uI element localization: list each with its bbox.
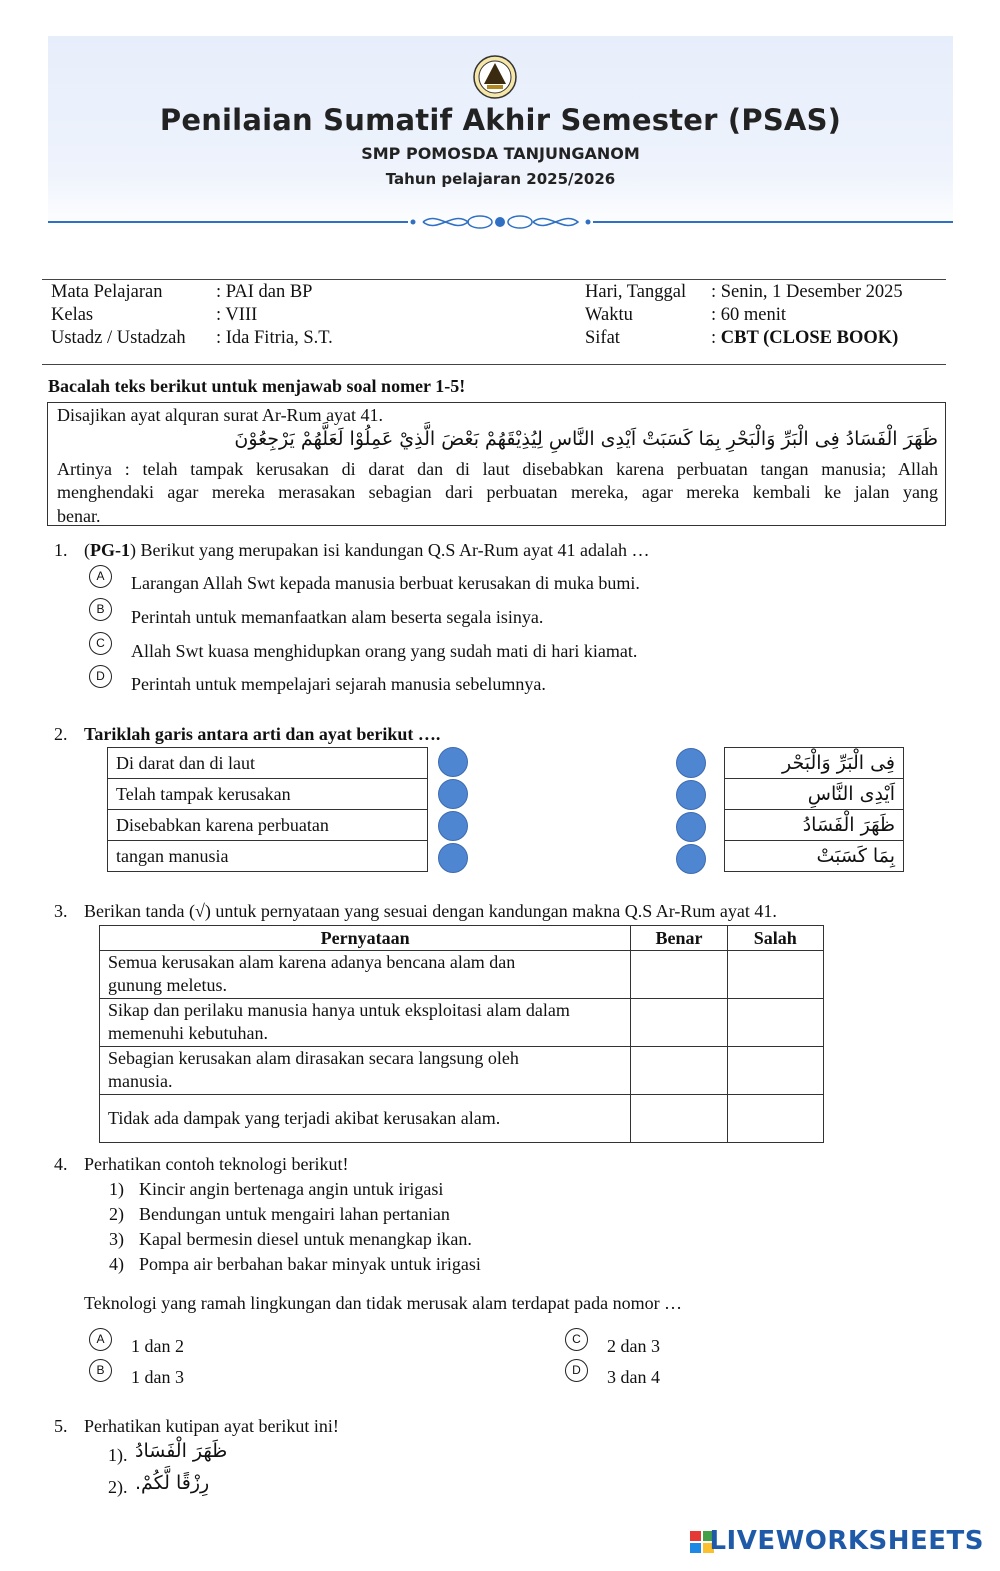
- info-bottom-rule: [42, 364, 946, 365]
- q2-number: 2.: [54, 724, 68, 744]
- q1-tag: PG-1: [90, 540, 130, 560]
- school-name: SMP POMOSDA TANJUNGANOM: [361, 144, 640, 163]
- q2-right-dot-2[interactable]: [676, 780, 706, 810]
- q3-row-3-line1: Sebagian kerusakan alam dirasakan secara langsung oleh: [108, 1048, 519, 1068]
- q4-number: 4.: [54, 1154, 68, 1174]
- q2-right-dot-3[interactable]: [676, 812, 706, 842]
- q4-option-b-radio[interactable]: B: [89, 1359, 112, 1382]
- q5-item-1-arabic: ظَهَرَ الْفَسَادُ: [135, 1440, 228, 1462]
- q2-right-dot-1[interactable]: [676, 748, 706, 778]
- q3-row-1-line2: gunung meletus.: [108, 975, 227, 995]
- q3-row-3-statement: [100, 1047, 631, 1095]
- q3-row-2-line2: memenuhi kebutuhan.: [108, 1023, 268, 1043]
- q4-item-3-text: Kapal bermesin diesel untuk menangkap ikan.: [139, 1229, 472, 1249]
- q4-option-b-text: 1 dan 3: [131, 1367, 184, 1387]
- q1-option-a-text: Larangan Allah Swt kepada manusia berbuat kerusakan di muka bumi.: [131, 573, 640, 593]
- type-label: Sifat: [585, 328, 620, 348]
- academic-year: Tahun pelajaran 2025/2026: [385, 170, 616, 188]
- q4-item-4-number: 4): [109, 1254, 124, 1274]
- q3-header-true: Benar: [631, 926, 727, 951]
- q3-row-4-statement: [100, 1095, 631, 1143]
- q3-number: 3.: [54, 901, 68, 921]
- q2-left-dot-4[interactable]: [438, 843, 468, 873]
- q1-option-c-text: Allah Swt kuasa menghidupkan orang yang sudah mati di hari kiamat.: [131, 641, 638, 661]
- reading-instruction: Bacalah teks berikut untuk menjawab soal nomer 1-5!: [48, 376, 466, 396]
- q3-row-2-line1: Sikap dan perilaku manusia hanya untuk eksploitasi alam dalam: [108, 1000, 570, 1020]
- q3-row-2-false-cell[interactable]: [727, 999, 823, 1047]
- q5-item-1-number: 1).: [108, 1445, 128, 1465]
- subject-label: Mata Pelajaran: [51, 282, 163, 302]
- liveworksheets-brand: LIVEWORKSHEETS: [709, 1526, 984, 1556]
- type-value: CBT (CLOSE BOOK): [720, 328, 899, 348]
- q1-option-b-radio[interactable]: B: [89, 598, 112, 621]
- q1-text: [84, 540, 650, 561]
- q2-meaning-2: Telah tampak kerusakan: [108, 779, 428, 810]
- q2-meaning-table: [107, 747, 428, 872]
- q3-row-3-true-cell[interactable]: [631, 1047, 727, 1095]
- q3-row-4-line1: Tidak ada dampak yang terjadi akibat kerusakan alam.: [108, 1108, 501, 1128]
- q4-item-2-number: 2): [109, 1204, 124, 1224]
- exam-title: Penilaian Sumatif Akhir Semester (PSAS): [159, 103, 842, 137]
- q3-row-2-statement: [100, 999, 631, 1047]
- passage-intro: Disajikan ayat alquran surat Ar-Rum ayat 41.: [57, 405, 384, 425]
- time-label: Waktu: [585, 305, 633, 325]
- q2-meaning-1: Di darat dan di laut: [108, 748, 428, 779]
- q3-header-row: [100, 926, 824, 951]
- type-value-wrap: [711, 328, 898, 349]
- q4-item-1-text: Kincir angin bertenaga angin untuk irigasi: [139, 1179, 444, 1199]
- q3-row-3-line2: manusia.: [108, 1071, 173, 1091]
- q1-option-d-radio[interactable]: D: [89, 665, 112, 688]
- q3-row-4: [100, 1095, 824, 1143]
- q3-row-3: [100, 1047, 824, 1095]
- q4-option-c-text: 2 dan 3: [607, 1336, 660, 1356]
- q3-row-3-false-cell[interactable]: [727, 1047, 823, 1095]
- school-logo: [470, 54, 520, 100]
- passage-translation-line2: menghendaki agar mereka merasakan sebagian dari perbuatan mereka, agar mereka kembali ke jalan yang: [57, 482, 938, 502]
- q3-text: Berikan tanda (√) untuk pernyataan yang sesuai dengan kandungan makna Q.S Ar-Rum ayat 41.: [84, 901, 777, 921]
- q4-option-c-radio[interactable]: C: [565, 1328, 588, 1351]
- q2-meaning-3: Disebabkan karena perbuatan: [108, 810, 428, 841]
- q5-number: 5.: [54, 1416, 68, 1436]
- q3-statement-table: [99, 925, 824, 1143]
- q2-left-dot-2[interactable]: [438, 779, 468, 809]
- date-value: : Senin, 1 Desember 2025: [711, 282, 903, 302]
- q3-row-1: [100, 951, 824, 999]
- time-value: : 60 menit: [711, 305, 787, 325]
- q3-row-1-line1: Semua kerusakan alam karena adanya bencana alam dan: [108, 952, 516, 972]
- q2-verse-3: ظَهَرَ الْفَسَادُ: [725, 810, 904, 841]
- q1-option-c-radio[interactable]: C: [89, 632, 112, 655]
- q3-header-false: Salah: [727, 926, 823, 951]
- header-divider-ornament: [48, 210, 953, 234]
- q1-option-a-radio[interactable]: A: [89, 565, 112, 588]
- q2-verse-table: [724, 747, 904, 872]
- type-colon: :: [711, 328, 721, 348]
- q3-row-1-false-cell[interactable]: [727, 951, 823, 999]
- q4-option-d-text: 3 dan 4: [607, 1367, 660, 1387]
- q3-row-4-true-cell[interactable]: [631, 1095, 727, 1143]
- class-label: Kelas: [51, 305, 94, 325]
- q5-item-2-number: 2).: [108, 1477, 128, 1497]
- q4-question: Teknologi yang ramah lingkungan dan tidak merusak alam terdapat pada nomor …: [84, 1293, 683, 1313]
- q2-verse-1: فِى الْبَرِّ وَالْبَحْر: [725, 748, 904, 779]
- passage-arabic-verse: ظَهَرَ الْفَسَادُ فِى الْبَرِّ وَالْبَحْرِ بِمَا كَسَبَتْ اَيْدِى النَّاسِ لِيُذِيْقَهُمْ بَعْضَ الَّذِيْ عَمِلُوْا لَعَلَّهُمْ يَرْجِعُوْنَ: [234, 428, 938, 450]
- q5-text: Perhatikan kutipan ayat berikut ini!: [84, 1416, 339, 1436]
- q5-item-2-arabic: رِزْقًا لَّكُمْ.: [135, 1472, 210, 1494]
- teacher-label: Ustadz / Ustadzah: [51, 328, 186, 348]
- q1-number: 1.: [54, 540, 68, 560]
- q2-text: Tariklah garis antara arti dan ayat berikut ….: [84, 724, 441, 744]
- q1-paren: (: [84, 540, 90, 560]
- q4-option-a-text: 1 dan 2: [131, 1336, 184, 1356]
- info-top-rule: [42, 279, 946, 280]
- q2-left-dot-3[interactable]: [438, 811, 468, 841]
- q4-item-2-text: Bendungan untuk mengairi lahan pertanian: [139, 1204, 450, 1224]
- q2-left-dot-1[interactable]: [438, 747, 468, 777]
- q3-row-1-statement: [100, 951, 631, 999]
- q3-header-statement: Pernyataan: [100, 926, 631, 951]
- q2-verse-2: اَيْدِى النَّاسِ: [725, 779, 904, 810]
- class-value: : VIII: [216, 305, 258, 325]
- q2-meaning-4: tangan manusia: [108, 841, 428, 872]
- q1-option-b-text: Perintah untuk memanfaatkan alam beserta segala isinya.: [131, 607, 544, 627]
- q2-right-dot-4[interactable]: [676, 844, 706, 874]
- q4-option-a-radio[interactable]: A: [89, 1328, 112, 1351]
- q4-item-1-number: 1): [109, 1179, 124, 1199]
- q3-row-1-true-cell[interactable]: [631, 951, 727, 999]
- teacher-value: : Ida Fitria, S.T.: [216, 328, 333, 348]
- date-label: Hari, Tanggal: [585, 282, 687, 302]
- q4-option-d-radio[interactable]: D: [565, 1359, 588, 1382]
- q1-text-rest: ) Berikut yang merupakan isi kandungan Q.S Ar-Rum ayat 41 adalah …: [130, 540, 650, 560]
- q4-item-3-number: 3): [109, 1229, 124, 1249]
- q2-verse-4: بِمَا كَسَبَتْ: [725, 841, 904, 872]
- q1-option-d-text: Perintah untuk mempelajari sejarah manusia sebelumnya.: [131, 674, 546, 694]
- q4-item-4-text: Pompa air berbahan bakar minyak untuk irigasi: [139, 1254, 481, 1274]
- q3-row-2-true-cell[interactable]: [631, 999, 727, 1047]
- q3-row-4-false-cell[interactable]: [727, 1095, 823, 1143]
- q4-text: Perhatikan contoh teknologi berikut!: [84, 1154, 349, 1174]
- subject-value: : PAI dan BP: [216, 282, 313, 302]
- q3-row-2: [100, 999, 824, 1047]
- passage-translation-line3: benar.: [57, 506, 101, 526]
- passage-translation-line1: Artinya : telah tampak kerusakan di darat dan di laut disebabkan karena perbuatan tangan manusia; Allah: [57, 459, 938, 479]
